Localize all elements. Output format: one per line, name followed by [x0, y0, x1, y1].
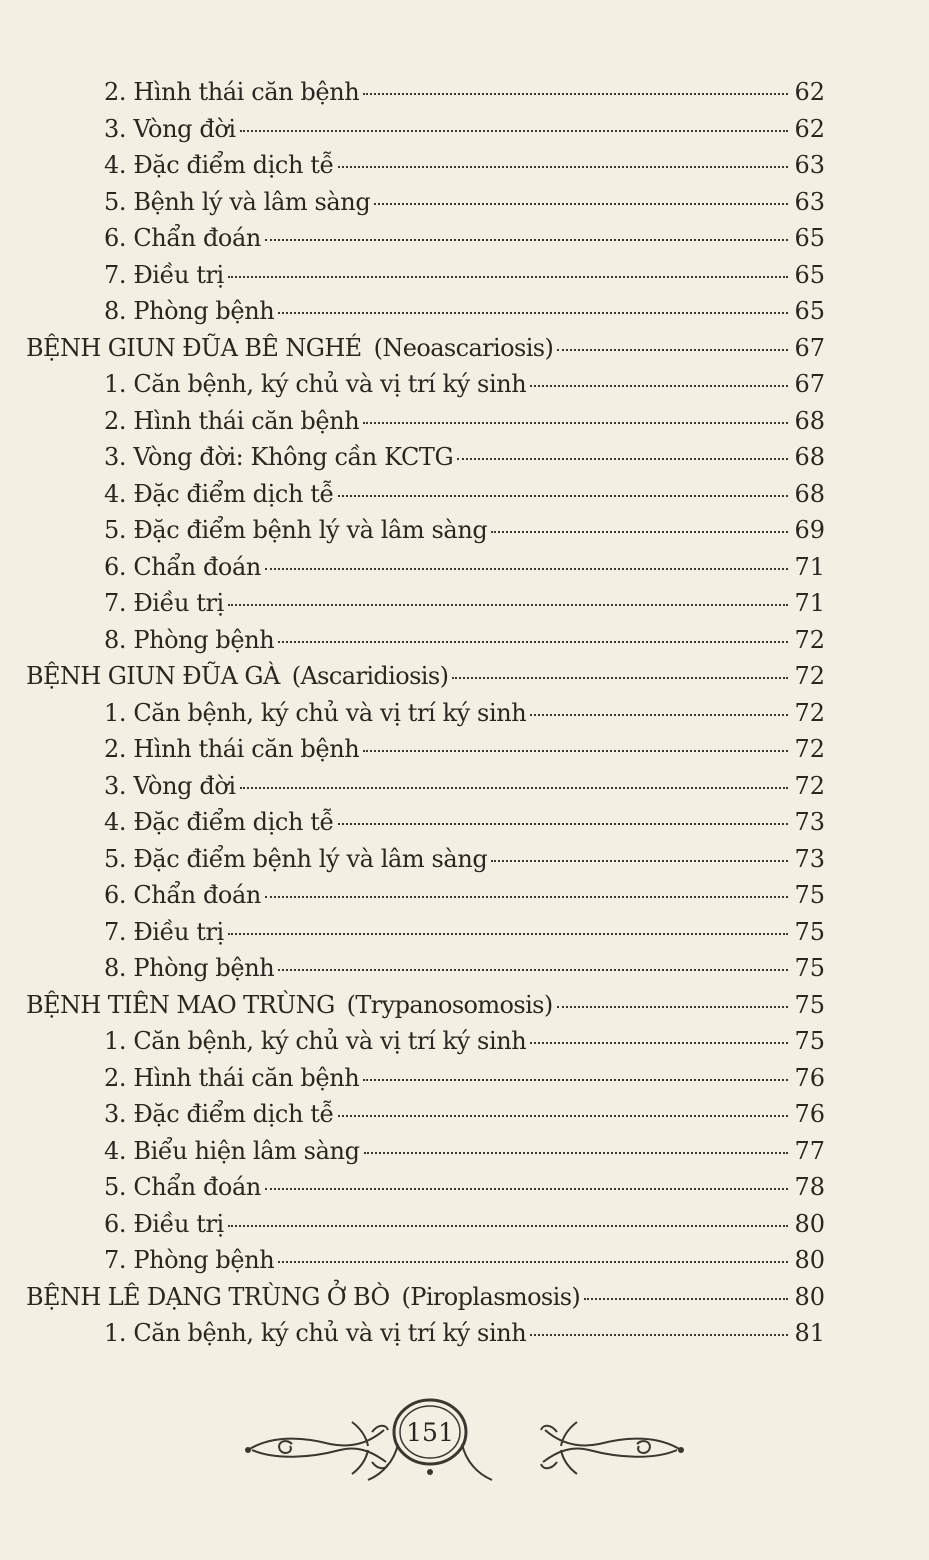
toc-entry-latin-name: (Ascaridiosis): [291, 662, 449, 690]
toc-entry-title-text: 2. Hình thái căn bệnh: [104, 1063, 360, 1092]
dot-leader: [584, 1298, 788, 1300]
dot-leader: [530, 1042, 788, 1044]
toc-entry-title: [26, 330, 553, 366]
toc-entry-title-text: 7. Điều trị: [104, 589, 224, 617]
toc-entry-title: [104, 585, 224, 621]
toc-entry-title: [104, 220, 261, 256]
toc-item-entry: [0, 1023, 929, 1060]
table-of-contents: [0, 74, 929, 1352]
dot-leader: [491, 531, 788, 533]
toc-entry-title: [26, 658, 448, 694]
toc-entry-page: 67: [794, 370, 825, 398]
toc-item-entry: [0, 1133, 929, 1170]
toc-section-entry: [0, 658, 929, 695]
toc-entry-title: [104, 1060, 359, 1096]
dot-leader: [530, 385, 788, 387]
toc-item-entry: [0, 804, 929, 841]
toc-entry-title-text: 5. Đặc điểm bệnh lý và lâm sàng: [104, 516, 488, 544]
toc-entry-title: [104, 1133, 360, 1169]
toc-entry-title: [104, 403, 359, 439]
dot-leader: [363, 1079, 788, 1081]
toc-entry-page: 76: [794, 1100, 825, 1128]
toc-entry-title-text: 4. Đặc điểm dịch tễ: [104, 151, 334, 179]
toc-entry-title: [104, 184, 370, 220]
toc-entry-title-text: BỆNH TIÊN MAO TRÙNG: [26, 990, 335, 1019]
toc-entry-title: [104, 293, 274, 329]
toc-entry-page: 76: [794, 1063, 825, 1092]
toc-entry-title: [104, 1206, 224, 1242]
dot-leader: [228, 276, 789, 278]
toc-entry-title: [26, 1279, 580, 1315]
toc-entry-title-text: 1. Căn bệnh, ký chủ và vị trí ký sinh: [104, 1319, 527, 1347]
toc-item-entry: [0, 549, 929, 586]
toc-item-entry: [0, 950, 929, 987]
toc-entry-title: [104, 111, 236, 147]
toc-entry-page: 72: [794, 698, 825, 727]
toc-entry-page: 69: [794, 516, 825, 544]
toc-entry-title-text: 1. Căn bệnh, ký chủ và vị trí ký sinh: [104, 370, 527, 398]
toc-item-entry: [0, 439, 929, 476]
toc-entry-title-text: 2. Hình thái căn bệnh: [104, 78, 360, 106]
toc-entry-latin-name: (Trypanosomosis): [346, 990, 553, 1019]
dot-leader: [491, 860, 788, 862]
dot-leader: [240, 787, 789, 789]
toc-entry-title-text: 3. Đặc điểm dịch tễ: [104, 1100, 334, 1128]
toc-item-entry: [0, 366, 929, 403]
toc-entry-page: 63: [794, 187, 825, 216]
scroll-flourish-icon: [0, 1392, 929, 1502]
toc-entry-page: 73: [794, 844, 825, 873]
toc-item-entry: [0, 768, 929, 805]
toc-entry-title-text: 6. Chẩn đoán: [104, 552, 261, 581]
toc-entry-title: [104, 1315, 526, 1351]
toc-entry-page: 71: [794, 589, 825, 617]
toc-entry-title-text: 2. Hình thái căn bệnh: [104, 735, 360, 763]
toc-entry-page: 65: [794, 224, 825, 252]
toc-item-entry: [0, 1242, 929, 1279]
toc-item-entry: [0, 622, 929, 659]
dot-leader: [278, 312, 788, 314]
toc-item-entry: [0, 731, 929, 768]
page-number: 151: [406, 1418, 454, 1447]
toc-entry-page: 80: [794, 1246, 825, 1274]
toc-entry-page: 75: [794, 1027, 825, 1055]
toc-item-entry: [0, 1169, 929, 1206]
toc-entry-page: 72: [794, 771, 825, 800]
toc-entry-title-text: 2. Hình thái căn bệnh: [104, 406, 360, 435]
toc-entry-latin-name: (Neoascariosis): [373, 333, 554, 362]
toc-item-entry: [0, 1315, 929, 1352]
toc-item-entry: [0, 147, 929, 184]
toc-entry-title: [104, 512, 487, 548]
dot-leader: [530, 1334, 788, 1336]
dot-leader: [363, 750, 788, 752]
toc-entry-page: 72: [794, 662, 825, 690]
toc-entry-page: 80: [794, 1209, 825, 1238]
dot-leader: [228, 604, 789, 606]
toc-item-entry: [0, 841, 929, 878]
toc-entry-title: [104, 914, 224, 950]
toc-entry-title-text: 6. Chẩn đoán: [104, 224, 261, 252]
toc-item-entry: [0, 1060, 929, 1097]
toc-entry-page: 65: [794, 297, 825, 325]
dot-leader: [557, 349, 788, 351]
toc-entry-page: 77: [794, 1136, 825, 1165]
toc-entry-title: [104, 549, 261, 585]
toc-entry-page: 63: [794, 151, 825, 179]
toc-entry-title-text: 6. Chẩn đoán: [104, 881, 261, 909]
toc-entry-title-text: 3. Vòng đời: [104, 114, 236, 143]
toc-item-entry: [0, 403, 929, 440]
toc-item-entry: [0, 585, 929, 622]
toc-entry-title-text: 7. Điều trị: [104, 260, 224, 289]
toc-entry-title-text: 6. Điều trị: [104, 1209, 224, 1238]
toc-entry-page: 80: [794, 1282, 825, 1311]
toc-entry-title: [104, 1096, 334, 1132]
toc-entry-title: [104, 804, 334, 840]
toc-entry-title-text: 5. Bệnh lý và lâm sàng: [104, 187, 371, 216]
dot-leader: [278, 969, 788, 971]
toc-entry-page: 73: [794, 808, 825, 836]
toc-entry-page: 72: [794, 625, 825, 654]
toc-entry-title-text: 4. Biểu hiện lâm sàng: [104, 1136, 360, 1165]
toc-entry-page: 62: [794, 78, 825, 106]
dot-leader: [363, 422, 788, 424]
toc-entry-page: 75: [794, 917, 825, 946]
toc-entry-page: 68: [794, 406, 825, 435]
toc-entry-title-text: BỆNH GIUN ĐŨA GÀ: [26, 662, 280, 690]
toc-entry-title: [104, 1169, 261, 1205]
dot-leader: [374, 203, 788, 205]
toc-entry-page: 78: [794, 1173, 825, 1201]
toc-item-entry: [0, 257, 929, 294]
toc-entry-title-text: 8. Phòng bệnh: [104, 954, 275, 982]
toc-entry-title-text: 5. Chẩn đoán: [104, 1173, 261, 1201]
toc-entry-title: [104, 1242, 274, 1278]
toc-entry-title-text: 1. Căn bệnh, ký chủ và vị trí ký sinh: [104, 1027, 527, 1055]
dot-leader: [228, 933, 789, 935]
toc-item-entry: [0, 220, 929, 257]
toc-item-entry: [0, 111, 929, 148]
toc-entry-page: 68: [794, 443, 825, 471]
toc-item-entry: [0, 695, 929, 732]
dot-leader: [265, 896, 789, 898]
toc-item-entry: [0, 877, 929, 914]
toc-entry-title: [104, 366, 526, 402]
toc-entry-page: 68: [794, 479, 825, 508]
toc-entry-title-text: 8. Phòng bệnh: [104, 625, 275, 654]
dot-leader: [557, 1006, 789, 1008]
toc-entry-title: [104, 1023, 526, 1059]
dot-leader: [278, 1261, 788, 1263]
toc-item-entry: [0, 74, 929, 111]
toc-section-entry: [0, 330, 929, 367]
toc-entry-page: 75: [794, 990, 825, 1019]
toc-item-entry: [0, 1206, 929, 1243]
toc-entry-title-text: 5. Đặc điểm bệnh lý và lâm sàng: [104, 844, 488, 873]
dot-leader: [338, 495, 789, 497]
toc-entry-title: [104, 768, 236, 804]
toc-entry-page: 71: [794, 552, 825, 581]
dot-leader: [452, 677, 788, 679]
toc-entry-title-text: 3. Vòng đời: Không cần KCTG: [104, 443, 454, 471]
toc-item-entry: [0, 293, 929, 330]
toc-entry-title: [104, 950, 274, 986]
toc-entry-page: 75: [794, 954, 825, 982]
toc-entry-title: [104, 74, 359, 110]
toc-entry-title: [104, 257, 224, 293]
toc-entry-title-text: 7. Điều trị: [104, 917, 224, 946]
toc-entry-title-text: BỆNH LÊ DẠNG TRÙNG Ở BÒ: [26, 1282, 390, 1311]
toc-item-entry: [0, 1096, 929, 1133]
toc-entry-title: [104, 695, 526, 731]
toc-section-entry: [0, 987, 929, 1024]
toc-entry-title-text: 8. Phòng bệnh: [104, 297, 275, 325]
toc-entry-page: 62: [794, 114, 825, 143]
toc-item-entry: [0, 512, 929, 549]
toc-entry-title: [104, 622, 274, 658]
toc-item-entry: [0, 476, 929, 513]
toc-entry-title: [104, 731, 359, 767]
toc-entry-title-text: 7. Phòng bệnh: [104, 1246, 275, 1274]
dot-leader: [265, 1188, 789, 1190]
dot-leader: [364, 1152, 789, 1154]
toc-entry-title: [104, 476, 334, 512]
dot-leader: [338, 166, 789, 168]
toc-entry-title-text: BỆNH GIUN ĐŨA BÊ NGHÉ: [26, 333, 362, 362]
toc-entry-page: 75: [794, 881, 825, 909]
dot-leader: [265, 239, 789, 241]
dot-leader: [338, 1115, 789, 1117]
toc-entry-title-text: 4. Đặc điểm dịch tễ: [104, 479, 334, 508]
dot-leader: [457, 458, 788, 460]
toc-entry-title-text: 3. Vòng đời: [104, 771, 236, 800]
toc-item-entry: [0, 184, 929, 221]
dot-leader: [363, 93, 788, 95]
toc-item-entry: [0, 914, 929, 951]
dot-leader: [228, 1225, 789, 1227]
dot-leader: [530, 714, 788, 716]
dot-leader: [265, 568, 789, 570]
toc-entry-title: [26, 987, 553, 1023]
toc-entry-latin-name: (Piroplasmosis): [401, 1282, 581, 1311]
toc-entry-title: [104, 877, 261, 913]
toc-entry-page: 72: [794, 735, 825, 763]
toc-entry-title-text: 4. Đặc điểm dịch tễ: [104, 808, 334, 836]
toc-section-entry: [0, 1279, 929, 1316]
dot-leader: [240, 130, 789, 132]
toc-entry-title-text: 1. Căn bệnh, ký chủ và vị trí ký sinh: [104, 698, 527, 727]
toc-entry-page: 81: [794, 1319, 825, 1347]
toc-entry-title: [104, 841, 487, 877]
toc-entry-title: [104, 147, 334, 183]
toc-entry-page: 65: [794, 260, 825, 289]
dot-leader: [278, 641, 788, 643]
dot-leader: [338, 823, 789, 825]
toc-entry-page: 67: [794, 333, 825, 362]
toc-entry-title: [104, 439, 453, 475]
